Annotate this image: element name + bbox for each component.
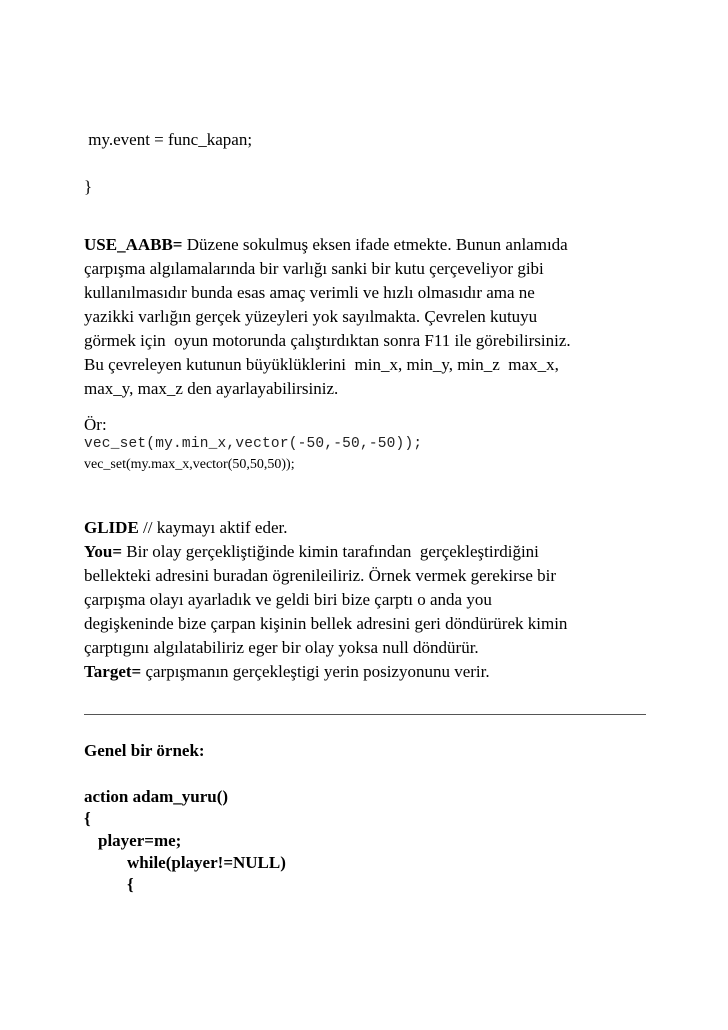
you-desc: Bir olay gerçekliştiğinde kimin tarafından gerçekleştirdiğini [122, 542, 539, 561]
target-line [84, 663, 490, 680]
general-example-code-3: player=me; [98, 831, 182, 850]
general-example-heading: Genel bir örnek: [84, 741, 205, 760]
use-aabb-line-3: kullanılmasıdır bunda esas amaç verimli ve hızlı olmasıdır ama ne [84, 283, 535, 302]
use-aabb-term: USE_AABB= [84, 235, 183, 254]
you-line-2: bellekteki adresini buradan ögrenileiliriz. Örnek vermek gerekirse bir [84, 566, 557, 585]
target-desc: çarpışmanın gerçekleştigi yerin posizyonunu verir. [141, 662, 490, 681]
general-example-code-2: { [84, 809, 91, 828]
horizontal-divider [84, 714, 646, 715]
code-event-line: my.event = func_kapan; [84, 130, 253, 149]
use-aabb-desc: Düzene sokulmuş eksen ifade etmekte. Bunun anlamıda [182, 235, 568, 254]
general-example-code-5: { [127, 875, 134, 894]
use-aabb-line-5: görmek için oyun motorunda çalıştırdıktan sonra F11 ile görebilirsiniz. [84, 331, 571, 350]
use-aabb-line-2: çarpışma algılamalarında bir varlığı sanki bir kutu çerçeveliyor gibi [84, 259, 544, 278]
example-code-2: vec_set(my.max_x,vector(50,50,50)); [84, 457, 295, 472]
general-example-code-4: while(player!=NULL) [127, 853, 286, 872]
target-term: Target= [84, 662, 142, 681]
use-aabb-line-4: yazikki varlığın gerçek yüzeyleri yok sayılmakta. Çevrelen kutuyu [84, 307, 538, 326]
use-aabb-line-1 [84, 236, 568, 253]
general-example-code-1: action adam_yuru() [84, 787, 229, 806]
you-line-5: çarptıgını algılatabiliriz eger bir olay yoksa null döndürür. [84, 638, 479, 657]
you-line-3: çarpışma olayı ayarladık ve geldi biri bize çarptı o anda you [84, 590, 492, 609]
glide-line [84, 519, 288, 536]
you-line-1 [84, 543, 539, 560]
use-aabb-line-6: Bu çevreleyen kutunun büyüklüklerini min_x, min_y, min_z max_x, [84, 355, 559, 374]
glide-desc: // kaymayı aktif eder. [138, 518, 288, 537]
example-label: Ör: [84, 415, 107, 434]
you-term: You= [84, 542, 123, 561]
glide-term: GLIDE [84, 518, 139, 537]
you-line-4: degişkeninde bize çarpan kişinin bellek adresini geri döndürürek kimin [84, 614, 568, 633]
code-close-brace: } [84, 177, 93, 196]
example-code-1: vec_set(my.min_x,vector(-50,-50,-50)); [84, 436, 423, 452]
use-aabb-line-7: max_y, max_z den ayarlayabilirsiniz. [84, 379, 339, 398]
